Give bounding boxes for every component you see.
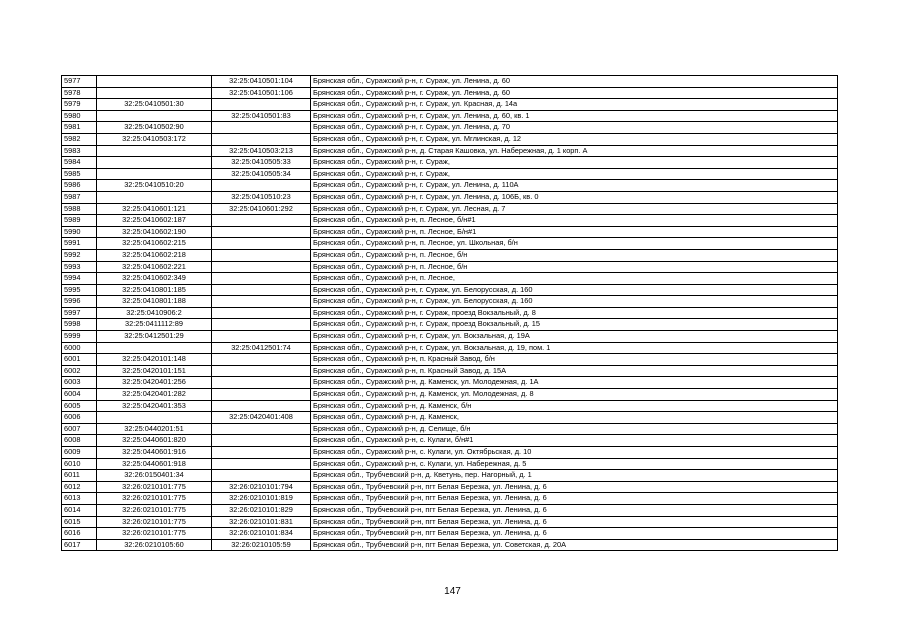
row-number-cell: 6017 [62, 539, 97, 551]
table-row [62, 528, 838, 540]
table-row [62, 145, 838, 157]
address-cell: Брянская обл., Суражский р-н, д. Каменск, ул. Молодежная, д. 1А [311, 377, 838, 389]
row-number-cell: 5998 [62, 319, 97, 331]
related-cadastral-number-cell [212, 296, 311, 308]
cadastral-number-cell: 32:26:0150401:34 [97, 470, 212, 482]
row-number-cell: 6009 [62, 447, 97, 459]
cadastral-number-cell: 32:25:0410602:221 [97, 261, 212, 273]
row-number-cell: 5992 [62, 249, 97, 261]
row-number-cell: 6011 [62, 470, 97, 482]
cadastral-number-cell: 32:26:0210101:775 [97, 493, 212, 505]
cadastral-number-cell: 32:25:0410601:121 [97, 203, 212, 215]
cadastral-number-cell: 32:25:0410502:90 [97, 122, 212, 134]
row-number-cell: 6014 [62, 504, 97, 516]
table-row [62, 284, 838, 296]
address-cell: Брянская обл., Трубчевский р-н, пгт Белая Березка, ул. Ленина, д. 6 [311, 481, 838, 493]
related-cadastral-number-cell [212, 435, 311, 447]
table-row [62, 539, 838, 551]
row-number-cell: 5990 [62, 226, 97, 238]
cadastral-number-cell: 32:25:0420101:148 [97, 354, 212, 366]
address-cell: Брянская обл., Суражский р-н, с. Кулаги, б/н#1 [311, 435, 838, 447]
address-cell: Брянская обл., Суражский р-н, г. Сураж, [311, 157, 838, 169]
related-cadastral-number-cell: 32:26:0210105:59 [212, 539, 311, 551]
related-cadastral-number-cell: 32:25:0410505:33 [212, 157, 311, 169]
cadastral-number-cell: 32:25:0410503:172 [97, 133, 212, 145]
table-row [62, 493, 838, 505]
related-cadastral-number-cell: 32:25:0410501:106 [212, 87, 311, 99]
cadastral-number-cell: 32:25:0440201:51 [97, 423, 212, 435]
cadastral-number-cell: 32:25:0420101:151 [97, 365, 212, 377]
table-row [62, 389, 838, 401]
row-number-cell: 5993 [62, 261, 97, 273]
address-cell: Брянская обл., Суражский р-н, с. Кулаги, ул. Октябрьская, д. 10 [311, 447, 838, 459]
row-number-cell: 5980 [62, 110, 97, 122]
row-number-cell: 5988 [62, 203, 97, 215]
table-row [62, 99, 838, 111]
address-cell: Брянская обл., Суражский р-н, п. Красный Завод, д. 15А [311, 365, 838, 377]
cadastral-number-cell: 32:25:0410602:215 [97, 238, 212, 250]
cadastral-number-cell: 32:25:0410602:187 [97, 215, 212, 227]
row-number-cell: 6004 [62, 389, 97, 401]
address-cell: Брянская обл., Суражский р-н, п. Лесное, б/н [311, 261, 838, 273]
table-row [62, 110, 838, 122]
cadastral-number-cell: 32:26:0210101:775 [97, 528, 212, 540]
related-cadastral-number-cell [212, 458, 311, 470]
address-cell: Брянская обл., Суражский р-н, г. Сураж, ул. Ленина, д. 60 [311, 87, 838, 99]
cadastral-number-cell: 32:25:0411112:89 [97, 319, 212, 331]
row-number-cell: 5981 [62, 122, 97, 134]
cadastral-number-cell: 32:26:0210101:775 [97, 481, 212, 493]
row-number-cell: 6001 [62, 354, 97, 366]
table-row [62, 180, 838, 192]
row-number-cell: 5985 [62, 168, 97, 180]
row-number-cell: 6003 [62, 377, 97, 389]
cadastral-number-cell: 32:25:0410602:190 [97, 226, 212, 238]
address-cell: Брянская обл., Суражский р-н, п. Лесное, Б/н#1 [311, 226, 838, 238]
table-row [62, 203, 838, 215]
cadastral-number-cell [97, 76, 212, 88]
row-number-cell: 6016 [62, 528, 97, 540]
address-cell: Брянская обл., Суражский р-н, г. Сураж, ул. Лесная, д. 7 [311, 203, 838, 215]
table-row [62, 447, 838, 459]
table-row [62, 435, 838, 447]
table-row [62, 249, 838, 261]
address-cell: Брянская обл., Трубчевский р-н, пгт Белая Березка, ул. Ленина, д. 6 [311, 528, 838, 540]
address-cell: Брянская обл., Суражский р-н, г. Сураж, ул. Ленина, д. 110А [311, 180, 838, 192]
cadastral-number-cell: 32:25:0440601:918 [97, 458, 212, 470]
related-cadastral-number-cell: 32:25:0412501:74 [212, 342, 311, 354]
address-cell: Брянская обл., Суражский р-н, г. Сураж, ул. Красная, д. 14а [311, 99, 838, 111]
row-number-cell: 5997 [62, 307, 97, 319]
related-cadastral-number-cell [212, 400, 311, 412]
row-number-cell: 6012 [62, 481, 97, 493]
related-cadastral-number-cell [212, 215, 311, 227]
address-cell: Брянская обл., Суражский р-н, г. Сураж, проезд Вокзальный, д. 15 [311, 319, 838, 331]
address-cell: Брянская обл., Трубчевский р-н, пгт Белая Березка, ул. Ленина, д. 6 [311, 504, 838, 516]
related-cadastral-number-cell [212, 133, 311, 145]
table-row [62, 423, 838, 435]
row-number-cell: 5982 [62, 133, 97, 145]
related-cadastral-number-cell [212, 377, 311, 389]
row-number-cell: 5989 [62, 215, 97, 227]
table-row [62, 481, 838, 493]
cadastral-number-cell: 32:25:0410602:218 [97, 249, 212, 261]
related-cadastral-number-cell [212, 354, 311, 366]
related-cadastral-number-cell [212, 284, 311, 296]
table-row [62, 516, 838, 528]
cadastral-number-cell: 32:25:0410801:185 [97, 284, 212, 296]
row-number-cell: 5986 [62, 180, 97, 192]
cadastral-number-cell: 32:25:0410906:2 [97, 307, 212, 319]
related-cadastral-number-cell [212, 423, 311, 435]
row-number-cell: 6013 [62, 493, 97, 505]
cadastral-number-cell: 32:25:0410801:188 [97, 296, 212, 308]
address-cell: Брянская обл., Суражский р-н, г. Сураж, ул. Вокзальная, д. 19, пом. 1 [311, 342, 838, 354]
row-number-cell: 5977 [62, 76, 97, 88]
related-cadastral-number-cell [212, 389, 311, 401]
cadastral-number-cell: 32:25:0420401:282 [97, 389, 212, 401]
related-cadastral-number-cell [212, 470, 311, 482]
cadastral-number-cell: 32:26:0210101:775 [97, 504, 212, 516]
table-row [62, 157, 838, 169]
address-cell: Брянская обл., Трубчевский р-н, пгт Белая Березка, ул. Советская, д. 20А [311, 539, 838, 551]
related-cadastral-number-cell: 32:26:0210101:829 [212, 504, 311, 516]
cadastral-number-cell [97, 87, 212, 99]
row-number-cell: 6007 [62, 423, 97, 435]
table-row [62, 377, 838, 389]
related-cadastral-number-cell [212, 99, 311, 111]
address-cell: Брянская обл., Суражский р-н, п. Лесное, б/н [311, 249, 838, 261]
table-row [62, 215, 838, 227]
cadastral-number-cell: 32:25:0410602:349 [97, 273, 212, 285]
row-number-cell: 5978 [62, 87, 97, 99]
table-row [62, 307, 838, 319]
cadastral-number-cell [97, 145, 212, 157]
cadastral-number-cell [97, 412, 212, 424]
row-number-cell: 5987 [62, 191, 97, 203]
table-row [62, 354, 838, 366]
address-cell: Брянская обл., Суражский р-н, п. Лесное, б/н#1 [311, 215, 838, 227]
table-row [62, 87, 838, 99]
row-number-cell: 6002 [62, 365, 97, 377]
table-row [62, 504, 838, 516]
table-row [62, 331, 838, 343]
related-cadastral-number-cell [212, 331, 311, 343]
registry-table [61, 75, 838, 551]
related-cadastral-number-cell [212, 226, 311, 238]
address-cell: Брянская обл., Суражский р-н, г. Сураж, ул. Мглинская, д. 12 [311, 133, 838, 145]
table-row [62, 133, 838, 145]
row-number-cell: 5999 [62, 331, 97, 343]
related-cadastral-number-cell: 32:26:0210101:794 [212, 481, 311, 493]
related-cadastral-number-cell: 32:26:0210101:831 [212, 516, 311, 528]
related-cadastral-number-cell [212, 447, 311, 459]
cadastral-number-cell: 32:25:0420401:353 [97, 400, 212, 412]
related-cadastral-number-cell: 32:25:0420401:408 [212, 412, 311, 424]
cadastral-number-cell [97, 110, 212, 122]
table-row [62, 168, 838, 180]
address-cell: Брянская обл., Суражский р-н, д. Каменск, [311, 412, 838, 424]
table-row [62, 191, 838, 203]
address-cell: Брянская обл., Суражский р-н, г. Сураж, ул. Ленина, д. 106Б, кв. 0 [311, 191, 838, 203]
table-row [62, 226, 838, 238]
address-cell: Брянская обл., Суражский р-н, г. Сураж, ул. Белорусская, д. 160 [311, 296, 838, 308]
address-cell: Брянская обл., Суражский р-н, г. Сураж, ул. Ленина, д. 60, кв. 1 [311, 110, 838, 122]
address-cell: Брянская обл., Суражский р-н, п. Красный Завод, б/н [311, 354, 838, 366]
related-cadastral-number-cell [212, 238, 311, 250]
table-row [62, 273, 838, 285]
cadastral-number-cell: 32:25:0440601:916 [97, 447, 212, 459]
address-cell: Брянская обл., Суражский р-н, п. Лесное, ул. Школьная, б/н [311, 238, 838, 250]
table-row [62, 400, 838, 412]
related-cadastral-number-cell: 32:25:0410503:213 [212, 145, 311, 157]
table-row [62, 470, 838, 482]
cadastral-number-cell [97, 342, 212, 354]
cadastral-number-cell [97, 157, 212, 169]
address-cell: Брянская обл., Суражский р-н, с. Кулаги, ул. Набережная, д. 5 [311, 458, 838, 470]
related-cadastral-number-cell: 32:26:0210101:834 [212, 528, 311, 540]
address-cell: Брянская обл., Суражский р-н, г. Сураж, ул. Ленина, д. 60 [311, 76, 838, 88]
related-cadastral-number-cell [212, 249, 311, 261]
address-cell: Брянская обл., Суражский р-н, г. Сураж, [311, 168, 838, 180]
related-cadastral-number-cell: 32:25:0410501:83 [212, 110, 311, 122]
cadastral-number-cell: 32:25:0412501:29 [97, 331, 212, 343]
table-row [62, 261, 838, 273]
address-cell: Брянская обл., Суражский р-н, д. Старая Кашовка, ул. Набережная, д. 1 корп. А [311, 145, 838, 157]
address-cell: Брянская обл., Суражский р-н, г. Сураж, ул. Вокзальная, д. 19А [311, 331, 838, 343]
related-cadastral-number-cell [212, 319, 311, 331]
related-cadastral-number-cell: 32:25:0410505:34 [212, 168, 311, 180]
table-row [62, 122, 838, 134]
row-number-cell: 5984 [62, 157, 97, 169]
table-row [62, 458, 838, 470]
related-cadastral-number-cell [212, 122, 311, 134]
row-number-cell: 6006 [62, 412, 97, 424]
related-cadastral-number-cell: 32:25:0410510:23 [212, 191, 311, 203]
cadastral-number-cell: 32:26:0210105:60 [97, 539, 212, 551]
related-cadastral-number-cell [212, 261, 311, 273]
address-cell: Брянская обл., Суражский р-н, п. Лесное, [311, 273, 838, 285]
address-cell: Брянская обл., Суражский р-н, д. Каменск, б/н [311, 400, 838, 412]
table-row [62, 296, 838, 308]
row-number-cell: 5979 [62, 99, 97, 111]
table-row [62, 76, 838, 88]
cadastral-number-cell: 32:25:0420401:256 [97, 377, 212, 389]
page-number: 147 [444, 586, 461, 597]
related-cadastral-number-cell: 32:26:0210101:819 [212, 493, 311, 505]
related-cadastral-number-cell [212, 365, 311, 377]
row-number-cell: 5994 [62, 273, 97, 285]
cadastral-number-cell: 32:25:0410501:30 [97, 99, 212, 111]
related-cadastral-number-cell: 32:25:0410601:292 [212, 203, 311, 215]
cadastral-number-cell [97, 191, 212, 203]
address-cell: Брянская обл., Суражский р-н, г. Сураж, ул. Белорусская, д. 160 [311, 284, 838, 296]
row-number-cell: 5991 [62, 238, 97, 250]
row-number-cell: 6010 [62, 458, 97, 470]
related-cadastral-number-cell [212, 307, 311, 319]
row-number-cell: 5996 [62, 296, 97, 308]
address-cell: Брянская обл., Суражский р-н, д. Каменск, ул. Молодежная, д. 8 [311, 389, 838, 401]
row-number-cell: 6008 [62, 435, 97, 447]
table-row [62, 342, 838, 354]
cadastral-number-cell: 32:26:0210101:775 [97, 516, 212, 528]
table-row [62, 412, 838, 424]
registry-table-body [62, 76, 838, 551]
cadastral-number-cell: 32:25:0410510:20 [97, 180, 212, 192]
address-cell: Брянская обл., Трубчевский р-н, пгт Белая Березка, ул. Ленина, д. 6 [311, 493, 838, 505]
address-cell: Брянская обл., Трубчевский р-н, пгт Белая Березка, ул. Ленина, д. 6 [311, 516, 838, 528]
address-cell: Брянская обл., Суражский р-н, д. Селище, б/н [311, 423, 838, 435]
row-number-cell: 6000 [62, 342, 97, 354]
row-number-cell: 6015 [62, 516, 97, 528]
related-cadastral-number-cell [212, 273, 311, 285]
related-cadastral-number-cell: 32:25:0410501:104 [212, 76, 311, 88]
cadastral-number-cell: 32:25:0440601:820 [97, 435, 212, 447]
related-cadastral-number-cell [212, 180, 311, 192]
table-row [62, 319, 838, 331]
address-cell: Брянская обл., Суражский р-н, г. Сураж, проезд Вокзальный, д. 8 [311, 307, 838, 319]
row-number-cell: 5983 [62, 145, 97, 157]
row-number-cell: 6005 [62, 400, 97, 412]
address-cell: Брянская обл., Суражский р-н, г. Сураж, ул. Ленина, д. 70 [311, 122, 838, 134]
table-row [62, 365, 838, 377]
table-row [62, 238, 838, 250]
cadastral-number-cell [97, 168, 212, 180]
row-number-cell: 5995 [62, 284, 97, 296]
address-cell: Брянская обл., Трубчевский р-н, д. Кветунь, пер. Нагорный, д. 1 [311, 470, 838, 482]
